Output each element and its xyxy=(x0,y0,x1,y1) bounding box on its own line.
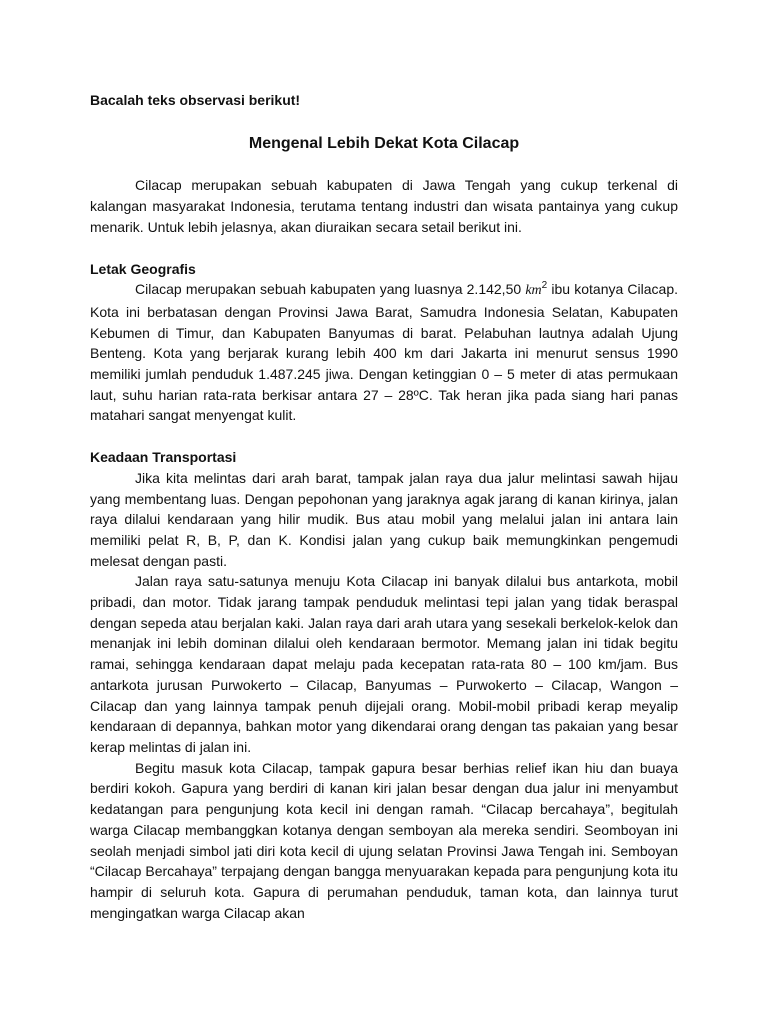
heading-letak-geografis: Letak Geografis xyxy=(90,260,196,277)
document-title: Mengenal Lebih Dekat Kota Cilacap xyxy=(248,134,520,152)
geo-text-before: Cilacap merupakan sebuah kabupaten yang luasnya 2.142,50 xyxy=(135,281,522,298)
transport-paragraph-3: Begitu masuk kota Cilacap, tampak gapura besar berhias relief ikan hiu dan buaya berdiri kokoh. Gapura yang berdiri di kanan kiri jalan besar dengan dua jalur ini menyambut kedatangan para pengunjung kota kecil ini dengan ramah. “Cilacap bercahaya”, begitulah warga Cilacap membanggkan kotanya dengan semboyan ala mereka sendiri. Seomboyan ini seolah menjadi simbol jati diri kota kecil di ujung selatan Provinsi Jawa Tengah ini. Semboyan “Cilacap Bercahaya” terpajang dengan bangga menyuarakan kepada para pengunjung kota itu hampir di seluruh kota. Gapura di perumahan penduduk, taman kota, dan lainnya turut mengingatkan warga Cilacap akan xyxy=(90,759,678,921)
transport-paragraph-1: Jika kita melintas dari arah barat, tampak jalan raya dua jalur melintasi sawah hijau yang membentang luas. Dengan pepohonan yang jaraknya agak jarang di kanan kirinya, jalan raya dilalui kendaraan yang hilir mudik. Bus atau mobil yang melalui jalan ini antara lain memiliki pelat R, B, P, dan K. Kondisi jalan yang cukup baik memungkinkan pengemudi melesat dengan pasti. xyxy=(90,469,678,569)
geo-text-after: ibu kotanya Cilacap. Kota ini berbatasan dengan Provinsi Jawa Barat, Samudra Indonesia Selatan, Kabupaten Kebumen di Timur, dan Kabupaten Banyumas di barat. Pelabuhan lautnya adalah Ujung Benteng. Kota yang berjarak kurang lebih 400 km dari Jakarta ini menurut sensus 1990 memiliki jumlah penduduk 1.487.245 jiwa. Dengan ketinggian 0 – 5 meter di atas permukaan laut, suhu harian rata-rata berkisar antara 27 – 28ºC. Tak heran jika pada siang hari panas matahari sangat menyengat kulit. xyxy=(90,281,679,424)
area-unit: km xyxy=(525,283,542,299)
area-unit-exponent: 2 xyxy=(541,280,548,292)
heading-keadaan-transportasi: Keadaan Transportasi xyxy=(90,449,237,466)
document-page xyxy=(90,90,678,923)
geo-paragraph xyxy=(90,279,678,426)
intro-paragraph: Cilacap merupakan sebuah kabupaten di Jawa Tengah yang cukup terkenal di kalangan masyarakat Indonesia, terutama tentang industri dan wisata pantainya yang cukup menarik. Untuk lebih jelasnya, akan diuraikan secara setail berikut ini. xyxy=(90,177,678,235)
instruction-text: Bacalah teks observasi berikut! xyxy=(90,92,301,108)
transport-paragraph-2: Jalan raya satu-satunya menuju Kota Cilacap ini banyak dilalui bus antarkota, mobil pribadi, dan motor. Tidak jarang tampak penduduk melintasi tepi jalan yang tidak beraspal dengan sepeda atau berjalan kaki. Jalan raya dari arah utara yang sesekali berkelok-kelok dan menanjak ini lebih dominan dilalui oleh kendaraan bermotor. Memang jalan ini tidak begitu ramai, sehingga kendaraan dapat melaju pada kecepatan rata-rata 80 – 100 km/jam. Bus antarkota jurusan Purwokerto – Cilacap, Banyumas – Purwokerto – Cilacap, Wangon – Cilacap dan yang lainnya tampak penuh dijejali orang. Mobil-mobil pribadi kerap meyalip kendaraan di depannya, bahkan motor yang dikendarai orang dengan tas pakaian yang besar kerap melintas di jalan ini. xyxy=(90,573,678,755)
